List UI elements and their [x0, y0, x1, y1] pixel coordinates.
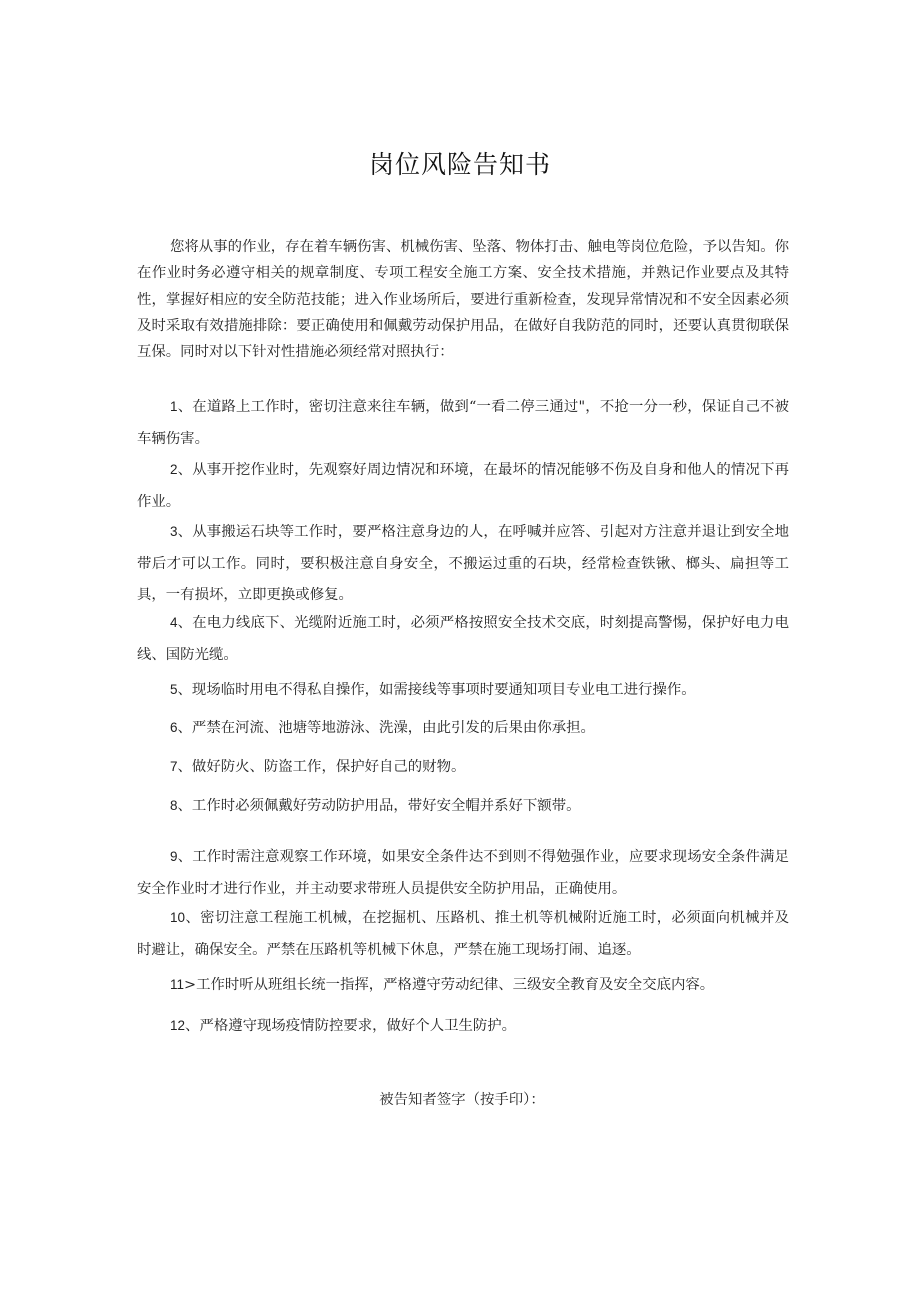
rule-item-12 — [137, 1010, 789, 1043]
rule-text: 做好防火、防盗工作，保护好自己的财物。 — [191, 759, 466, 775]
rule-item-5 — [137, 674, 789, 707]
rule-item-2 — [137, 454, 789, 518]
rule-item-8 — [137, 790, 789, 823]
rule-number: 7 — [170, 759, 178, 774]
document-title: 岗位风险告知书 — [368, 150, 551, 179]
rule-text: 在道路上工作时，密切注意来往车辆，做到“一看二停三通过"，不抢一分一秒，保证自己不被车辆伤害。 — [137, 399, 789, 447]
rule-item-6 — [137, 712, 789, 745]
rule-text: 从事开挖作业时，先观察好周边情况和环境，在最坏的情况能够不伤及自身和他人的情况下再作业。 — [137, 462, 789, 510]
rule-text: 工作时听从班组长统一指挥，严格遵守劳动纪律、三级安全教育及安全交底内容。 — [196, 977, 715, 993]
rule-text: 在电力线底下、光缆附近施工时，必须严格按照安全技术交底，时刻提高警惕，保护好电力电线、国防光缆。 — [137, 615, 789, 663]
intro-paragraph: 您将从事的作业，存在着车辆伤害、机械伤害、坠落、物体打击、触电等岗位危险，予以告知。你在作业时务必遵守相关的规章制度、专项工程安全施工方案、安全技术措施，并熟记作业要点及其特性，掌握好相应的安全防范技能；进入作业场所后，要进行重新检查，发现异常情况和不安全因素必须及时采取有效措施排除：要正确使用和佩戴劳动保护用品，在做好自我防范的同时，还要认真贯彻联保互保。同时对以下针对性措施必须经常对照执行： — [137, 239, 789, 361]
rule-number: 3 — [170, 524, 178, 539]
rule-separator: 、 — [177, 399, 193, 415]
rule-item-1 — [137, 391, 789, 455]
rule-number: 10 — [170, 910, 186, 925]
rule-text: 工作时必须佩戴好劳动防护用品，带好安全帽并系好下额带。 — [191, 798, 581, 814]
rule-number: 2 — [170, 462, 178, 477]
rule-separator: 、 — [177, 682, 192, 698]
rule-item-11 — [137, 969, 789, 1002]
rule-separator: > — [184, 977, 197, 993]
rule-text: 从事搬运石块等工作时，要严格注意身边的人，在呼喊并应答、引起对方注意并退让到安全地带后才可以工作。同时，要积极注意自身安全，不搬运过重的石块，经常检查铁锹、榔头、扁担等工具，一有损坏，立即更换或修复。 — [137, 524, 789, 603]
rule-text: 现场临时用电不得私自操作，如需接线等事项时要通知项目专业电工进行操作。 — [191, 682, 696, 698]
rule-text: 密切注意工程施工机械，在挖掘机、压路机、推土机等机械附近施工时，必须面向机械并及时避让，确保安全。严禁在压路机等机械下休息，严禁在施工现场打闹、追逐。 — [137, 910, 789, 958]
rule-item-3 — [137, 516, 789, 612]
rule-separator: 、 — [185, 1018, 200, 1034]
rule-number: 1 — [170, 399, 178, 414]
rule-text: 严禁在河流、池塘等地游泳、洗澡，由此引发的后果由你承担。 — [191, 720, 595, 736]
rule-separator: 、 — [177, 720, 192, 736]
rule-number: 9 — [170, 849, 178, 864]
rule-item-7 — [137, 751, 789, 784]
rule-text: 严格遵守现场疫情防控要求，做好个人卫生防护。 — [199, 1018, 517, 1034]
rule-separator: 、 — [177, 849, 193, 865]
rule-separator: 、 — [177, 798, 192, 814]
rule-separator: 、 — [177, 759, 192, 775]
signature-label: 被告知者签字（按手印）： — [379, 1092, 545, 1108]
rule-number: 5 — [170, 682, 178, 697]
rule-item-9 — [137, 841, 789, 905]
rule-separator: 、 — [177, 615, 193, 631]
rule-separator: 、 — [185, 910, 201, 926]
rule-text: 工作时需注意观察工作环境，如果安全条件达不到则不得勉强作业，应要求现场安全条件满足安全作业时才进行作业，并主动要求带班人员提供安全防护用品，正确使用。 — [137, 849, 789, 897]
rule-item-4 — [137, 607, 789, 671]
rule-number: 11 — [170, 977, 185, 992]
rule-item-10 — [137, 902, 789, 966]
rule-separator: 、 — [177, 524, 193, 540]
rule-number: 12 — [170, 1018, 186, 1033]
rule-number: 6 — [170, 720, 178, 735]
rule-number: 4 — [170, 615, 178, 630]
rule-number: 8 — [170, 798, 178, 813]
rule-separator: 、 — [177, 462, 193, 478]
